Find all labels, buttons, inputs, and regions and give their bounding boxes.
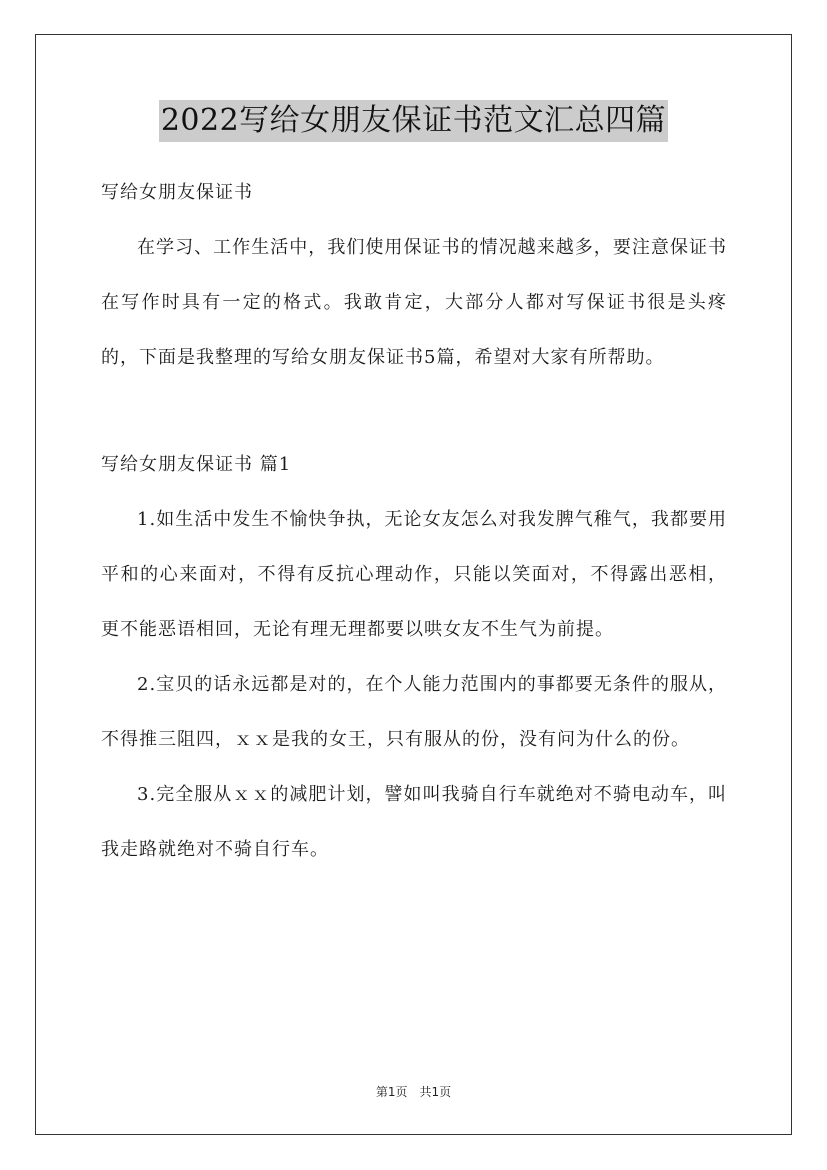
section-heading: 写给女朋友保证书 篇1 [101,454,292,475]
intro-heading: 写给女朋友保证书 [101,182,253,203]
page-footer [0,1083,827,1101]
body-paragraph-2: 2.宝贝的话永远都是对的，在个人能力范围内的事都要无条件的服从，不得推三阻四，ｘｘ是我的女王，只有服从的份，没有问为什么的份。 [101,674,727,750]
page-number-current: 第1页 [375,1085,408,1099]
title-container [0,100,827,142]
body-paragraph-3: 3.完全服从ｘｘ的减肥计划，譬如叫我骑自行车就绝对不骑电动车，叫我走路就绝对不骑自行车。 [101,784,727,860]
document-body [101,165,727,877]
page-number-total: 共1页 [419,1085,452,1099]
body-paragraph-1: 1.如生活中发生不愉快争执，无论女友怎么对我发脾气稚气，我都要用平和的心来面对，不得有反抗心理动作，只能以笑面对，不得露出恶相，更不能恶语相回，无论有理无理都要以哄女友不生气为前提。 [101,509,727,640]
section-spacer [101,385,727,437]
intro-paragraph: 在学习、工作生活中，我们使用保证书的情况越来越多，要注意保证书在写作时具有一定的格式。我敢肯定，大部分人都对写保证书很是头疼的，下面是我整理的写给女朋友保证书5篇，希望对大家有所帮助。 [101,237,727,368]
document-title: 2022写给女朋友保证书范文汇总四篇 [159,100,668,142]
